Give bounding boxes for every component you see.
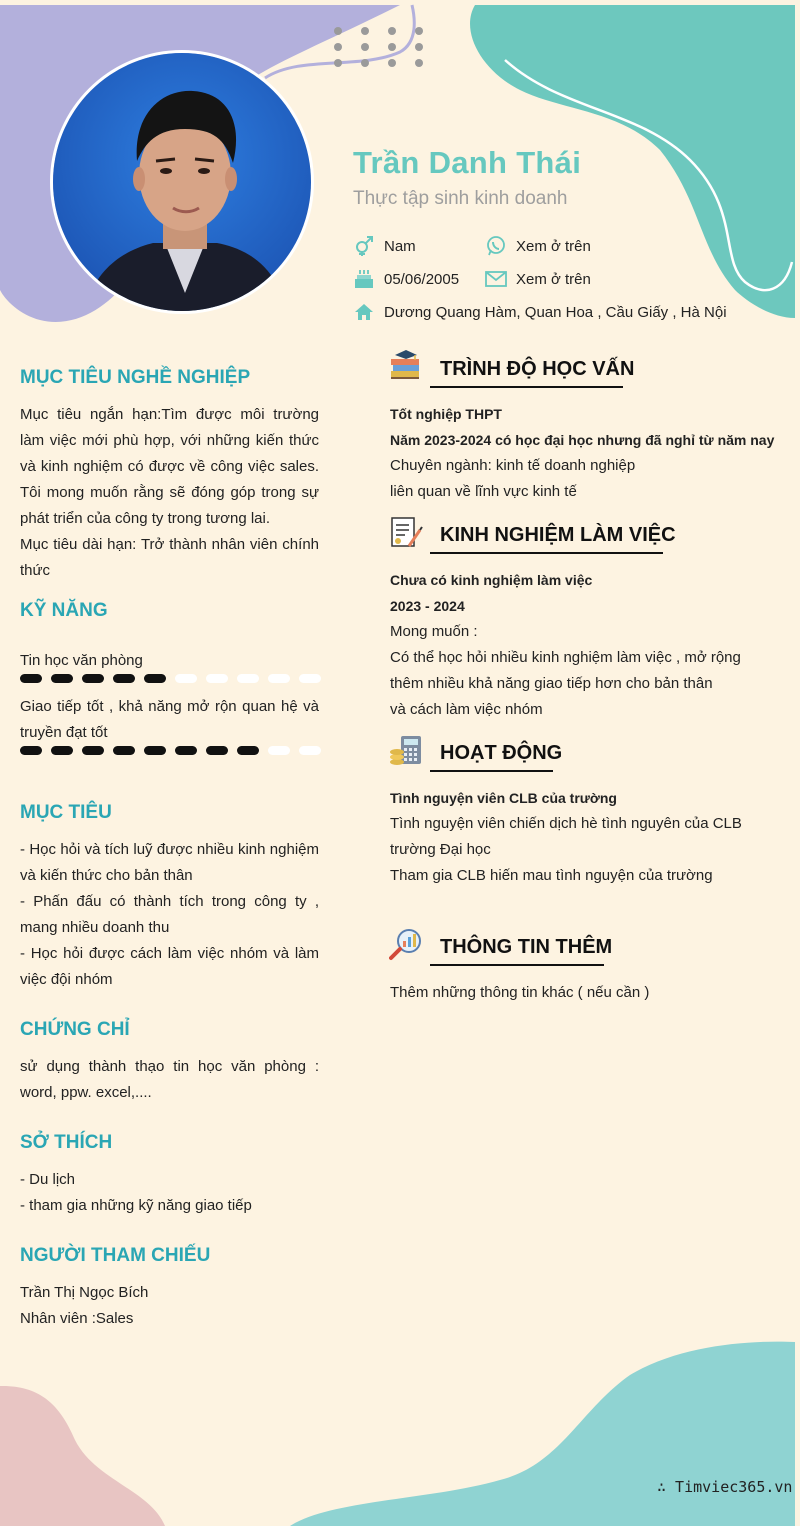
objective-item: - Phấn đấu có thành tích trong công ty , mang nhiều doanh thu xyxy=(20,893,319,936)
experience-line: và cách làm việc nhóm xyxy=(390,701,543,718)
whatsapp-icon xyxy=(485,236,507,256)
cake-icon xyxy=(353,269,375,289)
experience-details xyxy=(390,567,790,723)
skill-level-segment xyxy=(268,746,290,755)
activities-details xyxy=(390,785,790,889)
education-underline xyxy=(430,386,623,388)
address-value: Dương Quang Hàm, Quan Hoa , Cầu Giấy , Hà Nội xyxy=(384,303,727,321)
chart-magnifier-icon xyxy=(389,927,423,961)
education-details xyxy=(390,401,790,505)
gender-row xyxy=(353,236,416,256)
skill-level-segment xyxy=(206,674,228,683)
activity-line: Tham gia CLB hiến mau tình nguyện của trường xyxy=(390,867,713,884)
gender-icon xyxy=(353,236,375,256)
additional-heading: THÔNG TIN THÊM xyxy=(440,936,613,958)
activities-underline xyxy=(430,770,553,772)
address-row xyxy=(353,302,727,322)
skill-level-segment xyxy=(82,746,104,755)
certificates-heading: CHỨNG CHỈ xyxy=(20,1019,130,1040)
education-heading: TRÌNH ĐỘ HỌC VẤN xyxy=(440,358,635,380)
career-goal-heading: MỤC TIÊU NGHỀ NGHIỆP xyxy=(20,367,251,388)
education-school: Tốt nghiệp THPT xyxy=(390,406,502,422)
skill-level-segment xyxy=(175,674,197,683)
skill-level-segment xyxy=(144,746,166,755)
document-icon xyxy=(389,516,423,550)
objectives-list xyxy=(20,837,319,993)
skill-level-segment xyxy=(51,746,73,755)
watermark: ∴ Timviec365.vn xyxy=(657,1478,793,1496)
home-icon xyxy=(353,302,375,322)
hobby-item: - Du lịch xyxy=(20,1171,76,1188)
objective-item: - Học hỏi được cách làm việc nhóm và làm việc đội nhóm xyxy=(20,945,319,988)
candidate-name: Trần Danh Thái xyxy=(353,145,582,180)
skill-level-segment xyxy=(175,746,197,755)
hobby-item: - tham gia những kỹ năng giao tiếp xyxy=(20,1197,252,1214)
skill-label-2: Giao tiếp tốt , khả năng mở rộn quan hệ và truyền đạt tốt xyxy=(20,698,319,741)
activities-heading: HOẠT ĐỘNG xyxy=(440,742,563,764)
experience-line: Mong muốn : xyxy=(390,623,478,640)
activity-line: trường Đại học xyxy=(390,841,491,858)
avatar-photo xyxy=(50,50,314,314)
job-title: Thực tập sinh kinh doanh xyxy=(353,188,568,209)
gender-value: Nam xyxy=(384,237,416,255)
skill-level-segment xyxy=(51,674,73,683)
reference-name: Trần Thị Ngọc Bích xyxy=(20,1284,149,1301)
skill-level-segment xyxy=(299,674,321,683)
objectives-heading: MỤC TIÊU xyxy=(20,802,112,823)
email-row xyxy=(485,269,591,289)
career-goal-text xyxy=(20,402,319,584)
education-major: Chuyên ngành: kinh tế doanh nghiệp xyxy=(390,457,636,474)
skill-level-segment xyxy=(237,674,259,683)
objective-item: - Học hỏi và tích luỹ được nhiều kinh nghiệm và kiến thức cho bản thân xyxy=(20,841,319,884)
skill-level-segment xyxy=(20,674,42,683)
reference-info xyxy=(20,1280,319,1332)
skill-level-segment xyxy=(144,674,166,683)
email-value: Xem ở trên xyxy=(516,270,591,288)
mail-icon xyxy=(485,269,507,289)
certificates-text: sử dụng thành thạo tin học văn phòng : word, ppw. excel,.... xyxy=(20,1058,319,1101)
skill-level-segment xyxy=(20,746,42,755)
calculator-icon xyxy=(389,734,423,768)
skill-level-segment xyxy=(299,746,321,755)
skill-level-bar-2 xyxy=(20,746,321,756)
experience-heading: KINH NGHIỆM LÀM VIỆC xyxy=(440,524,676,546)
experience-period: 2023 - 2024 xyxy=(390,598,465,614)
long-term-goal: Mục tiêu dài hạn: Trở thành nhân viên chính thức xyxy=(20,536,319,579)
experience-line: Có thể học hỏi nhiều kinh nghiệm làm việc , mở rộng xyxy=(390,649,741,666)
skill-level-segment xyxy=(237,746,259,755)
activity-org: Tình nguyện viên CLB của trường xyxy=(390,790,617,806)
skill-level-segment xyxy=(206,746,228,755)
activity-line: Tình nguyện viên chiến dịch hè tình nguyên của CLB xyxy=(390,815,742,832)
skills-heading: KỸ NĂNG xyxy=(20,600,108,621)
experience-underline xyxy=(430,552,663,554)
hobbies-list xyxy=(20,1167,319,1219)
phone-value: Xem ở trên xyxy=(516,237,591,255)
experience-company: Chưa có kinh nghiệm làm việc xyxy=(390,572,593,588)
additional-underline xyxy=(430,964,604,966)
dob-row xyxy=(353,269,459,289)
skill-level-segment xyxy=(113,674,135,683)
skill-label-1: Tin học văn phòng xyxy=(20,652,143,669)
skill-level-segment xyxy=(82,674,104,683)
skill-level-segment xyxy=(268,674,290,683)
reference-heading: NGƯỜI THAM CHIẾU xyxy=(20,1245,211,1266)
education-period: Năm 2023-2024 có học đại học nhưng đã nghỉ từ năm nay xyxy=(390,432,775,448)
additional-text: Thêm những thông tin khác ( nếu cần ) xyxy=(390,984,650,1001)
reference-position: Nhân viên :Sales xyxy=(20,1310,134,1327)
skill-level-bar-1 xyxy=(20,674,321,684)
short-term-goal: Mục tiêu ngắn hạn:Tìm được môi trường làm việc mới phù hợp, với những kiến thức và kinh nghiệm có được về công việc sales. Tôi mong muốn rằng sẽ đóng góp trong sự phát triển của công ty trong tương lai. xyxy=(20,406,319,527)
experience-line: thêm nhiều khả năng giao tiếp hơn cho bản thân xyxy=(390,675,713,692)
dob-value: 05/06/2005 xyxy=(384,270,460,288)
skill-level-segment xyxy=(113,746,135,755)
phone-row xyxy=(485,236,591,256)
books-icon xyxy=(389,349,423,383)
education-note: liên quan về lĩnh vực kinh tế xyxy=(390,483,577,500)
hobbies-heading: SỞ THÍCH xyxy=(20,1132,113,1153)
